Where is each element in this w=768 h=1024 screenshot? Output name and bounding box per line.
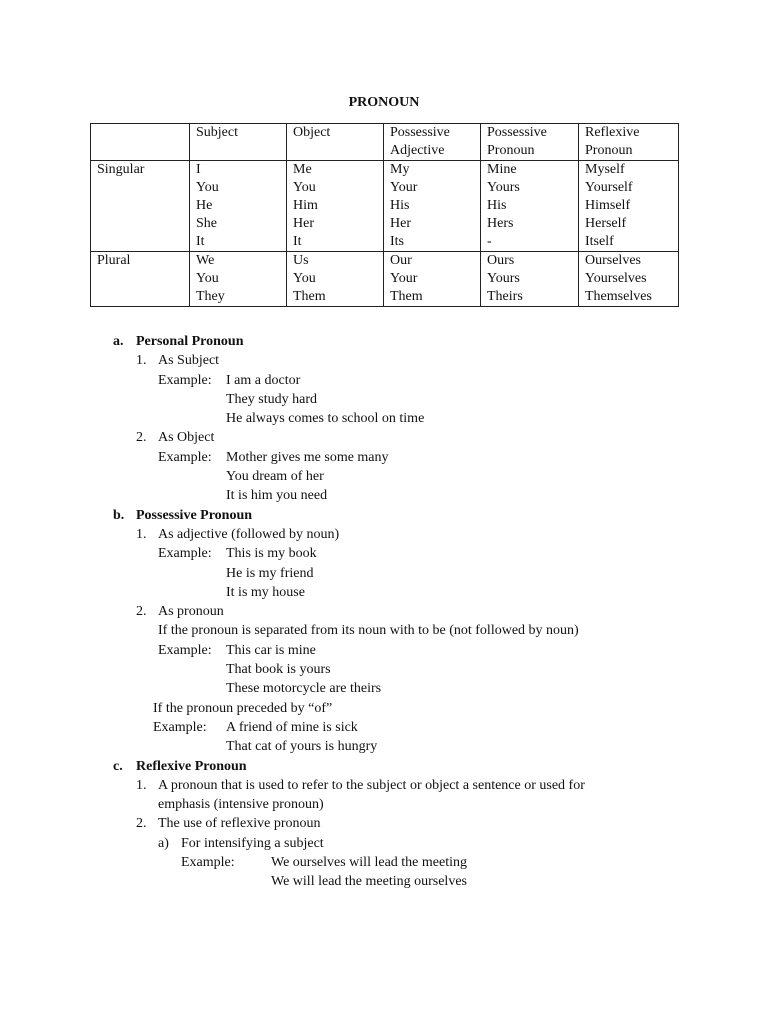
example-text: They study hard	[226, 391, 317, 407]
example-line	[0, 718, 768, 737]
example-text: This is my book	[226, 546, 317, 562]
row-label: Plural	[91, 252, 190, 307]
example-line	[0, 583, 768, 602]
example-text: Mother gives me some many	[226, 449, 389, 465]
example-text: That book is yours	[226, 662, 331, 678]
table-row	[91, 161, 679, 252]
example-line	[0, 390, 768, 409]
example-label: Example:	[181, 855, 235, 871]
example-text: You dream of her	[226, 469, 324, 485]
list-text: As pronoun	[158, 604, 224, 620]
table-header-object: Object	[287, 124, 384, 161]
example-text: He always comes to school on time	[226, 411, 425, 427]
example-line	[0, 544, 768, 563]
table-header-subject: Subject	[190, 124, 287, 161]
pronoun-table	[90, 123, 679, 307]
cell-subject: I You He She It	[190, 161, 287, 252]
table-header-empty	[91, 124, 190, 161]
section-heading	[0, 757, 768, 776]
note-text: If the pronoun preceded by “of”	[153, 700, 333, 716]
example-label: Example:	[153, 719, 207, 735]
list-item	[0, 351, 768, 370]
example-line	[0, 448, 768, 467]
sub-list-item	[0, 834, 768, 853]
cell-object: Us You Them	[287, 252, 384, 307]
cell-object: Me You Him Her It	[287, 161, 384, 252]
example-label: Example:	[158, 372, 212, 388]
list-number: 1.	[136, 777, 147, 793]
example-text: It is him you need	[226, 488, 328, 504]
section-heading	[0, 332, 768, 351]
cell-reflexive-pronoun: Myself Yourself Himself Herself Itself	[579, 161, 679, 252]
example-label: Example:	[158, 642, 212, 658]
example-line	[0, 564, 768, 583]
example-text: I am a doctor	[226, 372, 301, 388]
row-label: Singular	[91, 161, 190, 252]
example-text: He is my friend	[226, 565, 314, 581]
list-item	[0, 428, 768, 447]
list-number: 2.	[136, 816, 147, 832]
example-line	[0, 371, 768, 390]
table-row	[91, 252, 679, 307]
note-text: If the pronoun is separated from its noun with to be (not followed by noun)	[158, 623, 579, 639]
list-item	[0, 602, 768, 621]
example-text: These motorcycle are theirs	[226, 681, 382, 697]
example-line	[0, 872, 768, 891]
list-number: 2.	[136, 604, 147, 620]
section-heading	[0, 506, 768, 525]
list-text: The use of reflexive pronoun	[158, 816, 321, 832]
sub-list-letter: a)	[158, 835, 169, 851]
list-text: A pronoun that is used to refer to the subject or object a sentence or used for	[158, 777, 585, 793]
list-number: 1.	[136, 353, 147, 369]
list-item	[0, 776, 768, 795]
section-letter: b.	[113, 507, 125, 523]
page-title: PRONOUN	[348, 95, 420, 110]
note-line	[0, 621, 768, 640]
example-line	[0, 409, 768, 428]
list-item	[0, 525, 768, 544]
cell-reflexive-pronoun: Ourselves Yourselves Themselves	[579, 252, 679, 307]
document-body	[0, 332, 768, 892]
cell-possessive-pronoun: Ours Yours Theirs	[481, 252, 579, 307]
example-text: It is my house	[226, 584, 305, 600]
example-text: We ourselves will lead the meeting	[271, 855, 467, 871]
example-line	[0, 660, 768, 679]
list-item-continuation	[0, 795, 768, 814]
cell-possessive-adjective: My Your His Her Its	[384, 161, 481, 252]
table-header-reflexive-pronoun: Reflexive Pronoun	[579, 124, 679, 161]
example-line	[0, 467, 768, 486]
section-title: Possessive Pronoun	[136, 507, 253, 523]
example-label: Example:	[158, 449, 212, 465]
sub-list-text: For intensifying a subject	[181, 835, 324, 851]
cell-possessive-adjective: Our Your Them	[384, 252, 481, 307]
section-title: Reflexive Pronoun	[136, 758, 247, 774]
example-text: We will lead the meeting ourselves	[271, 874, 467, 890]
example-text: This car is mine	[226, 642, 316, 658]
example-text: A friend of mine is sick	[226, 719, 358, 735]
example-label: Example:	[158, 546, 212, 562]
example-line	[0, 853, 768, 872]
example-line	[0, 737, 768, 756]
note-line	[0, 699, 768, 718]
table-header-possessive-adjective: Possessive Adjective	[384, 124, 481, 161]
example-text: That cat of yours is hungry	[226, 739, 378, 755]
list-text: As Subject	[158, 353, 220, 369]
list-number: 2.	[136, 430, 147, 446]
table-header-possessive-pronoun: Possessive Pronoun	[481, 124, 579, 161]
table-header-row	[91, 124, 679, 161]
example-line	[0, 486, 768, 505]
list-item	[0, 814, 768, 833]
list-number: 1.	[136, 526, 147, 542]
section-letter: a.	[113, 334, 124, 349]
list-text: As adjective (followed by noun)	[158, 526, 340, 542]
example-line	[0, 679, 768, 698]
list-text: emphasis (intensive pronoun)	[158, 797, 324, 813]
section-letter: c.	[113, 758, 123, 774]
example-line	[0, 641, 768, 660]
list-text: As Object	[158, 430, 215, 446]
cell-subject: We You They	[190, 252, 287, 307]
cell-possessive-pronoun: Mine Yours His Hers -	[481, 161, 579, 252]
section-title: Personal Pronoun	[136, 334, 244, 349]
